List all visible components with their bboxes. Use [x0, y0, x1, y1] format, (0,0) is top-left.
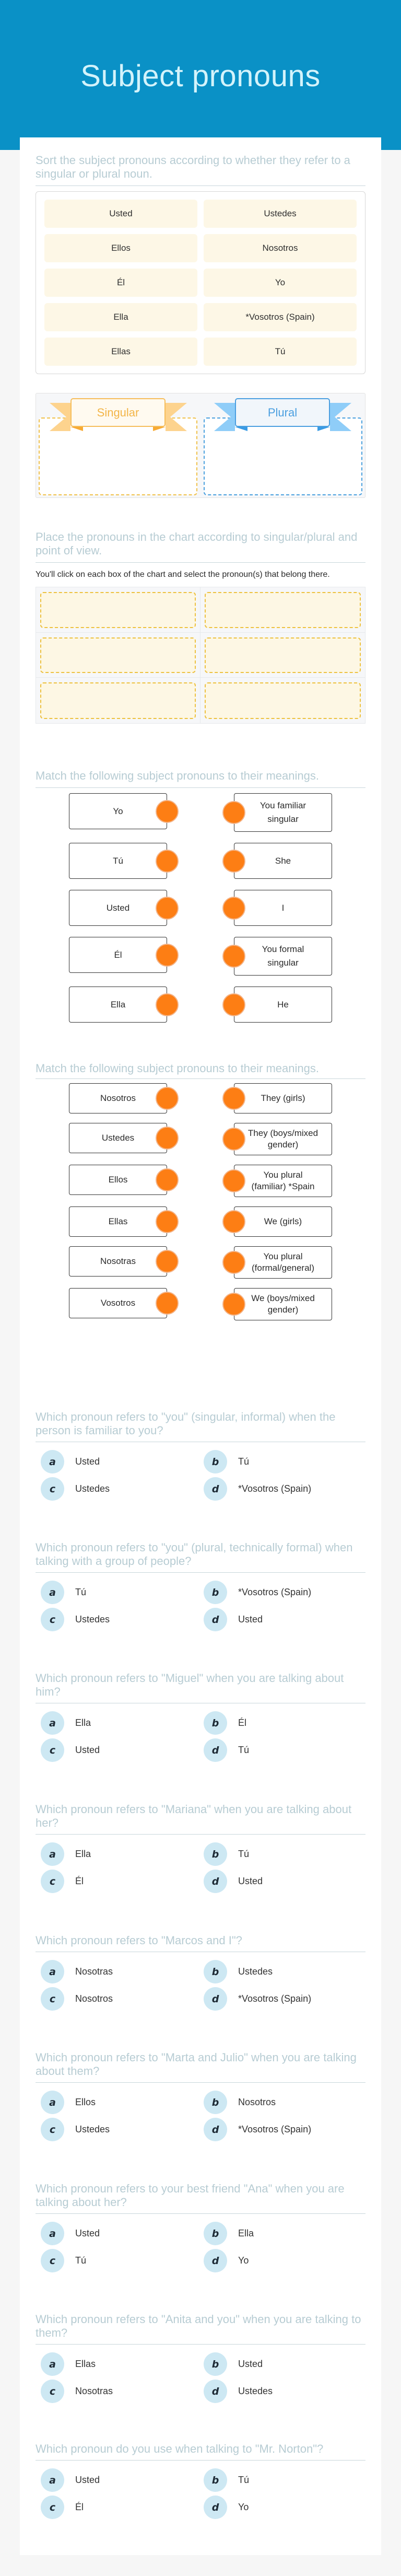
match-row: [36, 1123, 365, 1155]
answer-options: [36, 2468, 365, 2519]
connector-dot-icon[interactable]: [222, 1293, 245, 1316]
sort-item[interactable]: Usted: [44, 200, 197, 228]
answer-option-c[interactable]: [36, 1870, 198, 1893]
option-letter-badge: d: [204, 1987, 227, 2011]
option-letter-badge: b: [204, 2352, 227, 2376]
match-meaning[interactable]: [234, 890, 332, 926]
connector-dot-icon[interactable]: [156, 897, 179, 920]
answer-option-d[interactable]: [198, 1987, 365, 2011]
match-term[interactable]: [69, 1083, 167, 1113]
option-text: Tú: [75, 1587, 87, 1597]
match-term[interactable]: [69, 987, 167, 1023]
answer-option-d[interactable]: [198, 2380, 365, 2403]
option-text: Ellas: [75, 2359, 96, 2369]
option-letter-badge: b: [204, 1450, 227, 1473]
plural-label: Plural: [235, 398, 330, 427]
option-letter-badge: a: [41, 2222, 64, 2245]
option-text: *Vosotros (Spain): [238, 1993, 312, 2004]
match-meaning[interactable]: [234, 1083, 332, 1113]
option-text: Usted: [238, 2359, 263, 2369]
option-text: Él: [75, 2502, 84, 2512]
sort-section: [36, 154, 365, 374]
option-letter-badge: c: [41, 2249, 64, 2272]
option-text: Nosotros: [238, 2097, 276, 2107]
term-label: Ellas: [108, 1216, 128, 1226]
answer-option-a[interactable]: [36, 2091, 198, 2114]
question-7: [36, 2182, 365, 2272]
option-text: Ustedes: [238, 1966, 273, 1977]
question-prompt: Which pronoun refers to your best friend "Ana" when you are talking about her?: [36, 2182, 365, 2214]
option-text: Usted: [75, 2475, 100, 2485]
sort-item[interactable]: Ella: [44, 303, 197, 331]
option-text: Tú: [238, 1849, 250, 1859]
answer-option-d[interactable]: [198, 1477, 365, 1501]
option-text: Usted: [238, 1876, 263, 1886]
connector-dot-icon[interactable]: [156, 944, 179, 967]
option-letter-badge: c: [41, 2496, 64, 2519]
option-letter-badge: d: [204, 2249, 227, 2272]
answer-option-b[interactable]: [198, 1960, 365, 1983]
sort-item[interactable]: *Vosotros (Spain): [204, 303, 357, 331]
match-row: [36, 987, 365, 1023]
section-title: Match the following subject pronouns to their meanings.: [36, 1062, 365, 1079]
meaning-label: They (boys/mixed gender): [247, 1128, 319, 1150]
answer-option-d[interactable]: [198, 1608, 365, 1631]
question-9: [36, 2442, 365, 2519]
plural-ribbon: [214, 398, 352, 432]
option-text: Nosotras: [75, 2386, 113, 2396]
connector-dot-icon[interactable]: [222, 1128, 245, 1151]
chart-slot[interactable]: [40, 592, 196, 628]
sort-item[interactable]: Ustedes: [204, 200, 357, 228]
meaning-label: We (boys/mixed gender): [251, 1293, 315, 1315]
worksheet-card: [20, 137, 381, 2555]
match-section-2: [36, 1062, 365, 1330]
option-letter-badge: c: [41, 1477, 64, 1501]
question-2: [36, 1541, 365, 1631]
term-label: Yo: [113, 806, 123, 816]
match-row: [36, 1206, 365, 1237]
meaning-label: We (girls): [264, 1216, 302, 1226]
option-letter-badge: d: [204, 1738, 227, 1762]
connector-dot-icon[interactable]: [222, 945, 245, 968]
option-letter-badge: c: [41, 2380, 64, 2403]
match-term[interactable]: [69, 1246, 167, 1277]
meaning-label: I: [281, 902, 285, 913]
category-drop-area: [36, 393, 365, 498]
term-label: Él: [114, 949, 122, 960]
match-row: [36, 1246, 365, 1279]
match-term[interactable]: [69, 937, 167, 973]
chart-slot[interactable]: [205, 682, 361, 719]
page-title: Subject pronouns: [80, 59, 321, 93]
option-letter-badge: b: [204, 1711, 227, 1735]
question-1: [36, 1410, 365, 1501]
answer-option-d[interactable]: [198, 1738, 365, 1762]
meaning-label: He: [277, 999, 289, 1009]
answer-option-c[interactable]: [36, 2496, 198, 2519]
answer-option-c[interactable]: [36, 2380, 198, 2403]
option-text: Ella: [238, 2228, 254, 2238]
question-8: [36, 2313, 365, 2403]
match-term[interactable]: [69, 843, 167, 879]
match-list: [36, 1083, 365, 1320]
answer-option-b[interactable]: [198, 2352, 365, 2376]
term-label: Nosotros: [100, 1093, 136, 1103]
option-text: Ellos: [75, 2097, 96, 2107]
question-prompt: Which pronoun refers to "Marta and Julio" when you are talking about them?: [36, 2051, 365, 2083]
match-row: [36, 793, 365, 832]
answer-options: [36, 2091, 365, 2141]
option-text: *Vosotros (Spain): [238, 1483, 312, 1494]
pronoun-chart: [36, 587, 365, 724]
answer-option-a[interactable]: [36, 2222, 198, 2245]
option-text: Ella: [75, 1718, 91, 1728]
option-letter-badge: d: [204, 1870, 227, 1893]
answer-option-a[interactable]: [36, 2468, 198, 2492]
answer-option-c[interactable]: [36, 1477, 198, 1501]
singular-ribbon: [50, 398, 187, 432]
match-meaning[interactable]: [234, 1165, 332, 1197]
answer-option-a[interactable]: [36, 1450, 198, 1473]
option-letter-badge: b: [204, 2222, 227, 2245]
match-row: [36, 1083, 365, 1113]
answer-option-a[interactable]: [36, 1960, 198, 1983]
meaning-label: She: [275, 855, 291, 866]
connector-dot-icon[interactable]: [222, 1169, 245, 1192]
option-letter-badge: a: [41, 1960, 64, 1983]
connector-dot-icon[interactable]: [222, 801, 245, 824]
option-text: Él: [75, 1876, 84, 1886]
match-term[interactable]: [69, 1165, 167, 1195]
chart-section: [36, 530, 365, 724]
answer-option-b[interactable]: [198, 2468, 365, 2492]
page-header: [0, 0, 401, 150]
sort-item[interactable]: Yo: [204, 269, 357, 297]
option-text: Tú: [238, 1456, 250, 1467]
match-row: [36, 1165, 365, 1197]
option-letter-badge: a: [41, 2352, 64, 2376]
chart-cell: [200, 678, 365, 723]
answer-options: [36, 1450, 365, 1501]
chart-slot[interactable]: [40, 637, 196, 674]
match-meaning[interactable]: [234, 1206, 332, 1237]
connector-dot-icon[interactable]: [156, 993, 179, 1016]
question-3: [36, 1672, 365, 1762]
term-label: Nosotras: [100, 1256, 136, 1266]
option-text: Tú: [238, 1745, 250, 1755]
connector-dot-icon[interactable]: [156, 850, 179, 873]
sort-item[interactable]: Ellos: [44, 234, 197, 262]
option-text: Tú: [75, 2255, 87, 2266]
answer-options: [36, 2222, 365, 2272]
option-letter-badge: c: [41, 1608, 64, 1631]
term-label: Vosotros: [100, 1298, 136, 1308]
question-prompt: Which pronoun refers to "Mariana" when you are talking about her?: [36, 1803, 365, 1835]
sort-item[interactable]: Ellas: [44, 338, 197, 366]
match-row: [36, 1288, 365, 1320]
connector-dot-icon[interactable]: [156, 1292, 179, 1315]
question-prompt: Which pronoun do you use when talking to "Mr. Norton"?: [36, 2442, 365, 2461]
question-5: [36, 1934, 365, 2011]
question-prompt: Which pronoun refers to "Marcos and I"?: [36, 1934, 365, 1952]
option-letter-badge: a: [41, 2091, 64, 2114]
chart-cell: [200, 587, 365, 633]
section-title: Match the following subject pronouns to their meanings.: [36, 769, 365, 788]
answer-option-c[interactable]: [36, 1987, 198, 2011]
option-text: Usted: [75, 1456, 100, 1467]
option-letter-badge: d: [204, 2118, 227, 2141]
match-term[interactable]: [69, 1123, 167, 1153]
meaning-label: You plural (familiar) *Spain: [251, 1170, 315, 1191]
connector-dot-icon[interactable]: [156, 1250, 179, 1273]
connector-dot-icon[interactable]: [222, 1251, 245, 1274]
question-prompt: Which pronoun refers to "you" (singular, informal) when the person is familiar to you?: [36, 1410, 365, 1442]
connector-dot-icon[interactable]: [222, 1087, 245, 1110]
term-label: Ellos: [108, 1175, 128, 1185]
match-term[interactable]: [69, 890, 167, 926]
option-text: Usted: [75, 2228, 100, 2238]
option-text: Tú: [238, 2475, 250, 2485]
option-text: Él: [238, 1718, 247, 1728]
option-text: Nosotros: [75, 1993, 113, 2004]
answer-option-d[interactable]: [198, 2249, 365, 2272]
answer-options: [36, 2352, 365, 2403]
option-text: Ustedes: [75, 2124, 110, 2134]
match-term[interactable]: [69, 1206, 167, 1237]
chart-slot[interactable]: [205, 637, 361, 674]
option-letter-badge: b: [204, 1581, 227, 1604]
option-letter-badge: b: [204, 2468, 227, 2492]
connector-dot-icon[interactable]: [222, 897, 245, 920]
chart-cell: [36, 587, 200, 633]
option-text: Ustedes: [75, 1483, 110, 1494]
match-meaning[interactable]: [234, 1288, 332, 1320]
match-meaning[interactable]: [234, 987, 332, 1023]
answer-option-b[interactable]: [198, 2222, 365, 2245]
option-letter-badge: a: [41, 1711, 64, 1735]
match-list: [36, 793, 365, 1023]
sort-item-bank: [36, 191, 365, 374]
option-text: Ustedes: [238, 2386, 273, 2396]
option-text: Ella: [75, 1849, 91, 1859]
option-text: *Vosotros (Spain): [238, 2124, 312, 2134]
answer-option-d[interactable]: [198, 2496, 365, 2519]
option-text: Ustedes: [75, 1614, 110, 1624]
singular-label: Singular: [70, 398, 166, 427]
option-letter-badge: c: [41, 2118, 64, 2141]
match-row: [36, 843, 365, 879]
question-prompt: Which pronoun refers to "Miguel" when you are talking about him?: [36, 1672, 365, 1703]
answer-option-b[interactable]: [198, 1581, 365, 1604]
section-title: Sort the subject pronouns according to whether they refer to a singular or plural noun.: [36, 154, 365, 186]
option-letter-badge: d: [204, 2380, 227, 2403]
meaning-label: You formal singular: [262, 944, 304, 968]
match-meaning[interactable]: [234, 843, 332, 879]
term-label: Tú: [113, 855, 123, 866]
answer-option-c[interactable]: [36, 2118, 198, 2141]
match-section-1: [36, 769, 365, 1034]
option-text: Yo: [238, 2502, 249, 2512]
answer-option-a[interactable]: [36, 1711, 198, 1735]
option-letter-badge: c: [41, 1870, 64, 1893]
chart-slot[interactable]: [40, 682, 196, 719]
answer-option-a[interactable]: [36, 2352, 198, 2376]
answer-option-d[interactable]: [198, 1870, 365, 1893]
answer-options: [36, 1960, 365, 2011]
sort-item[interactable]: Él: [44, 269, 197, 297]
option-letter-badge: d: [204, 2496, 227, 2519]
answer-option-b[interactable]: [198, 2091, 365, 2114]
connector-dot-icon[interactable]: [156, 1210, 179, 1233]
answer-option-b[interactable]: [198, 1711, 365, 1735]
answer-option-a[interactable]: [36, 1842, 198, 1866]
answer-option-b[interactable]: [198, 1842, 365, 1866]
meaning-label: You plural (formal/general): [252, 1251, 314, 1273]
answer-option-a[interactable]: [36, 1581, 198, 1604]
section-title: Place the pronouns in the chart according to singular/plural and point of view.: [36, 530, 365, 563]
answer-options: [36, 1842, 365, 1893]
chart-cell: [200, 633, 365, 678]
match-term[interactable]: [69, 1288, 167, 1318]
meaning-label: They (girls): [261, 1093, 305, 1103]
term-label: Usted: [106, 902, 130, 913]
option-letter-badge: a: [41, 1581, 64, 1604]
option-letter-badge: d: [204, 1608, 227, 1631]
connector-dot-icon[interactable]: [156, 1168, 179, 1191]
question-4: [36, 1803, 365, 1893]
connector-dot-icon[interactable]: [222, 993, 245, 1016]
option-letter-badge: a: [41, 1450, 64, 1473]
connector-dot-icon[interactable]: [222, 1210, 245, 1233]
connector-dot-icon[interactable]: [156, 1087, 179, 1110]
question-prompt: Which pronoun refers to "Anita and you" when you are talking to them?: [36, 2313, 365, 2345]
match-meaning[interactable]: [234, 937, 332, 976]
connector-dot-icon[interactable]: [156, 1127, 179, 1150]
option-letter-badge: c: [41, 1987, 64, 2011]
chart-slot[interactable]: [205, 592, 361, 628]
option-text: *Vosotros (Spain): [238, 1587, 312, 1597]
connector-dot-icon[interactable]: [222, 850, 245, 873]
answer-options: [36, 1711, 365, 1762]
option-text: Yo: [238, 2255, 249, 2266]
answer-option-c[interactable]: [36, 1608, 198, 1631]
match-meaning[interactable]: [234, 1246, 332, 1279]
option-text: Usted: [75, 1745, 100, 1755]
chart-cell: [36, 633, 200, 678]
question-prompt: Which pronoun refers to "you" (plural, technically formal) when talking with a group of people?: [36, 1541, 365, 1573]
option-letter-badge: d: [204, 1477, 227, 1501]
option-letter-badge: b: [204, 1960, 227, 1983]
option-text: Nosotras: [75, 1966, 113, 1977]
answer-options: [36, 1581, 365, 1631]
answer-option-d[interactable]: [198, 2118, 365, 2141]
term-label: Ella: [110, 999, 126, 1009]
option-letter-badge: b: [204, 2091, 227, 2114]
answer-option-c[interactable]: [36, 2249, 198, 2272]
option-text: Usted: [238, 1614, 263, 1624]
option-letter-badge: b: [204, 1842, 227, 1866]
instruction-text: You'll click on each box of the chart and select the pronoun(s) that belong there.: [36, 570, 330, 579]
answer-option-b[interactable]: [198, 1450, 365, 1473]
meaning-label: You familiar singular: [260, 800, 306, 824]
answer-option-c[interactable]: [36, 1738, 198, 1762]
sort-item[interactable]: Tú: [204, 338, 357, 366]
match-meaning[interactable]: [234, 793, 332, 832]
match-meaning[interactable]: [234, 1123, 332, 1155]
match-row: [36, 937, 365, 976]
chart-cell: [36, 678, 200, 723]
connector-dot-icon[interactable]: [156, 800, 179, 823]
option-letter-badge: a: [41, 1842, 64, 1866]
term-label: Ustedes: [101, 1133, 135, 1143]
match-row: [36, 890, 365, 926]
option-letter-badge: a: [41, 2468, 64, 2492]
question-6: [36, 2051, 365, 2141]
sort-item[interactable]: Nosotros: [204, 234, 357, 262]
option-letter-badge: c: [41, 1738, 64, 1762]
match-term[interactable]: [69, 793, 167, 829]
